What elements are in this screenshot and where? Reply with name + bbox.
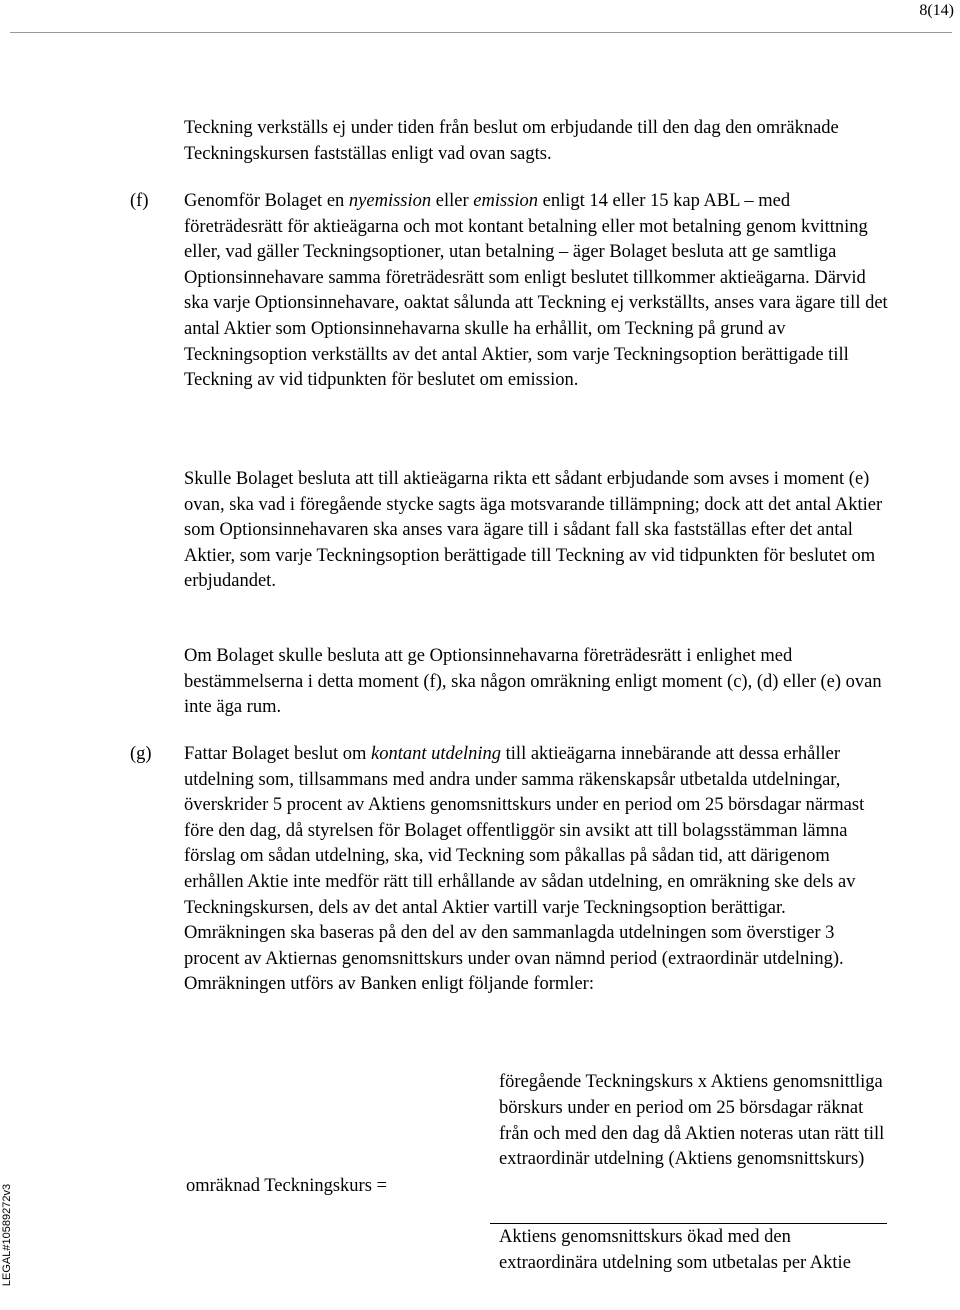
section-f-paragraph-2: [184, 467, 889, 595]
document-id-label: LEGAL#10589272v3: [1, 1183, 13, 1287]
section-g-text-1: [184, 742, 889, 998]
section-f-paragraph-3: [184, 644, 889, 721]
section-g-paragraph-1: [184, 742, 889, 998]
section-g-marker: (g): [130, 744, 152, 764]
text-run: Fattar Bolaget beslut om: [184, 744, 372, 764]
emphasis-kontant-utdelning: kontant utdelning: [371, 744, 502, 764]
intro-text: Teckning verkställs ej under tiden från beslut om erbjudande till den dag den omräknade Teckningskursen fastställas enligt vad ovan sagts.: [184, 118, 839, 164]
formula-label: omräknad Teckningskurs =: [186, 1176, 387, 1196]
section-f-paragraph-1: [184, 189, 889, 394]
emphasis-nyemission: nyemission: [348, 191, 432, 211]
intro-paragraph: [184, 116, 889, 167]
section-f-text-1: [184, 189, 889, 394]
text-run: eller: [431, 191, 474, 211]
text-run: Genomför Bolaget en: [184, 191, 349, 211]
page-number: 8(14): [919, 2, 954, 19]
formula-denominator: Aktiens genomsnittskurs ökad med den extraordinära utdelning som utbetalas per Aktie: [499, 1227, 851, 1273]
section-f-text-2: Skulle Bolaget besluta att till aktieägarna rikta ett sådant erbjudande som avses i moment (e) ovan, ska vad i föregående stycke sagts äga motsvarande tillämpning; dock att det antal Aktier som Optionsinnehavaren ska anses vara ägare till i sådant fall ska fastställas efter det antal Aktier, som varje Teckningsoption berättigade till Teckning av vid tidpunkten för beslutet om erbjudandet.: [184, 469, 883, 592]
text-run: enligt 14 eller 15 kap ABL – med företrädesrätt för aktieägarna och mot kontant betalning eller mot betalning genom kvittning eller, vad gäller Teckningsoptioner, utan betalning – äger Bolaget besluta att ge samtliga Optionsinnehavare samma företrädesrätt som enligt beslutet tillkommer aktieägarna. Därvid ska varje Optionsinnehavare, oaktat sålunda att Teckning ej verkställts, anses vara ägare till det antal Aktier som Optionsinnehavarna skulle ha erhållit, om Teckning på grund av Teckningsoption verkställts av det antal Aktier, som varje Teckningsoption berättigade till Teckning av vid tidpunkten för beslutet om emission.: [184, 191, 888, 391]
section-f-text-3: Om Bolaget skulle besluta att ge Optionsinnehavarna företrädesrätt i enlighet med bestämmelserna i detta moment (f), ska någon omräkning enligt moment (c), (d) eller (e) ovan inte äga rum.: [184, 646, 882, 718]
formula-numerator: föregående Teckningskurs x Aktiens genomsnittliga börskurs under en period om 25 börsdagar räknat från och med den dag då Aktien noteras utan rätt till extraordinär utdelning (Aktiens genomsnittskurs): [499, 1072, 885, 1170]
fraction-divider: [490, 1223, 887, 1224]
text-run: till aktieägarna innebärande att dessa erhåller utdelning som, tillsammans med andra under samma räkenskapsår utbetalda utdelningar, överskrider 5 procent av Aktiens genomsnittskurs under en period om 25 börsdagar närmast före den dag, då styrelsen för Bolaget offentliggör sin avsikt att till bolagsstämman lämna förslag om sådan utdelning, ska, vid Teckning som påkallas på sådan tid, att därigenom erhållen Aktie inte medför rätt till erhållande av sådan utdelning, en omräkning ske dels av Teckningskursen, dels av det antal Aktier vartill varje Teckningsoption berättigar. Omräkningen ska baseras på den del av den sammanlagda utdelningen som överstiger 3 procent av Aktiernas genomsnittskurs under ovan nämnd period (extraordinär utdelning). Omräkningen utförs av Banken enligt följande formler:: [184, 744, 865, 995]
emphasis-emission: emission: [473, 191, 539, 211]
header-divider: [10, 32, 952, 33]
section-f-marker: (f): [130, 191, 149, 211]
